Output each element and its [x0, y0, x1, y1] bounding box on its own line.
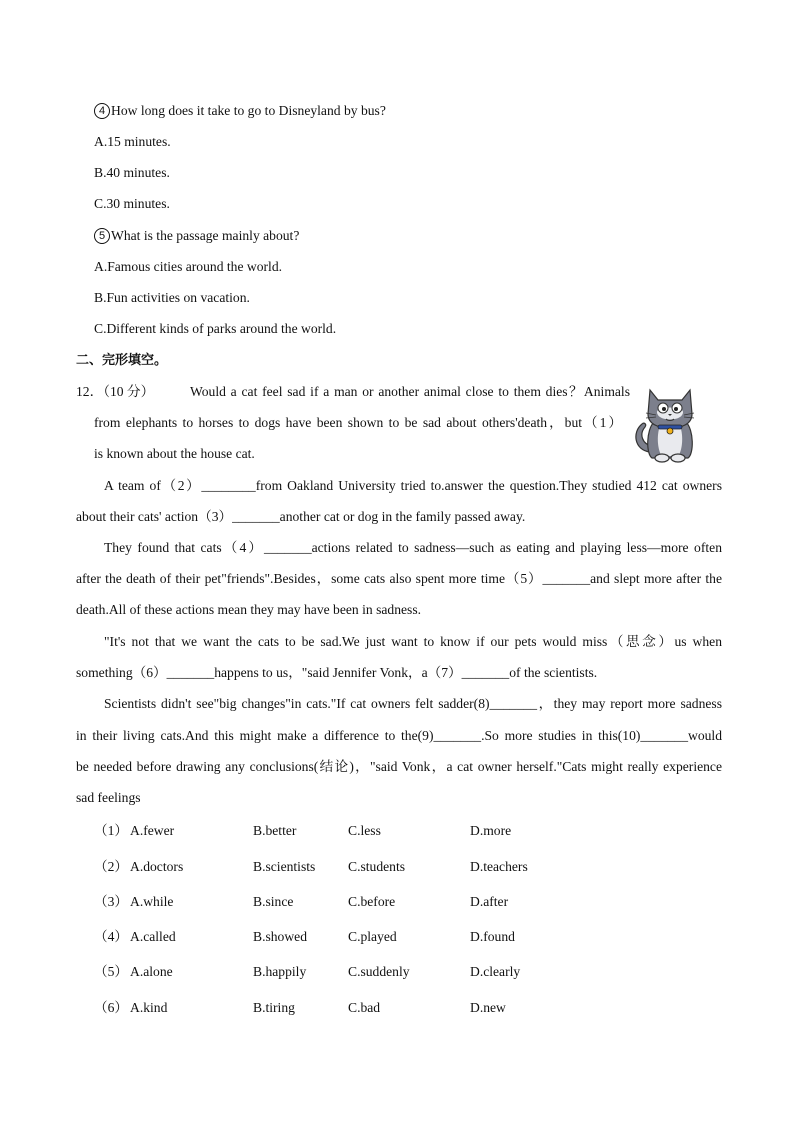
choice-d: D.found — [470, 929, 515, 944]
choice-c: C.played — [348, 929, 397, 944]
q4-option-b: B.40 minutes. — [94, 165, 170, 180]
passage-line-5: about their cats' action（3）_______another cat or dog in the family passed away. — [76, 509, 526, 524]
cat-illustration — [628, 380, 712, 464]
choice-a: A.alone — [130, 964, 173, 979]
question-5 — [94, 227, 299, 245]
question-5-number: 5 — [94, 228, 110, 244]
question-4-text: How long does it take to go to Disneyland by bus? — [111, 103, 386, 118]
choice-d: D.more — [470, 823, 512, 838]
choice-d: D.new — [470, 1000, 506, 1015]
q5-option-a: A.Famous cities around the world. — [94, 259, 283, 274]
cat-left-paw — [655, 454, 669, 462]
choice-b: B.happily — [253, 964, 307, 979]
q5-option-c: C.Different kinds of parks around the world. — [94, 321, 337, 336]
passage-line-4: A team of（2）________from Oakland University tried to.answer the question.They studied 412 cat owners — [104, 478, 722, 493]
choice-b: B.showed — [253, 929, 307, 944]
passage-line-13: be needed before drawing any conclusions(结论)，"said Vonk，a cat owner herself."Cats might really experience — [76, 759, 722, 774]
passage-line-7: after the death of their pet"friends".Besides，some cats also spent more time（5）_______and slept more after the — [76, 571, 722, 586]
passage-line-10: something（6）_______happens to us，"said Jennifer Vonk，a（7）_______of the scientists. — [76, 665, 598, 680]
choice-a: A.doctors — [130, 859, 184, 874]
choice-b: B.since — [253, 894, 294, 909]
passage-line-6: They found that cats（4）_______actions related to sadness—such as eating and playing less—more often — [104, 540, 722, 555]
passage-line-11: Scientists didn't see"big changes"in cats."If cat owners felt sadder(8)_______，they may report more sadness — [104, 696, 722, 711]
q4-option-c: C.30 minutes. — [94, 196, 170, 211]
choice-number: （1） — [94, 823, 128, 838]
cat-bell — [667, 428, 673, 434]
choice-number: （6） — [94, 1000, 128, 1015]
cat-right-paw — [671, 454, 685, 462]
choice-a: A.fewer — [130, 823, 175, 838]
q5-option-b: B.Fun activities on vacation. — [94, 290, 250, 305]
choice-b: B.tiring — [253, 1000, 295, 1015]
choice-c: C.less — [348, 823, 381, 838]
choice-d: D.after — [470, 894, 509, 909]
choice-d: D.teachers — [470, 859, 528, 874]
question-4 — [94, 102, 386, 120]
choice-number: （5） — [94, 964, 128, 979]
cat-right-pupil — [674, 407, 678, 411]
q4-option-a: A.15 minutes. — [94, 134, 171, 149]
question-5-text: What is the passage mainly about? — [111, 228, 300, 243]
choice-b: B.better — [253, 823, 297, 838]
choice-c: C.before — [348, 894, 396, 909]
choice-d: D.clearly — [470, 964, 521, 979]
passage-line-3: is known about the house cat. — [94, 446, 255, 461]
question-4-number: 4 — [94, 103, 110, 119]
cat-left-pupil — [662, 407, 666, 411]
choice-a: A.kind — [130, 1000, 168, 1015]
choice-number: （4） — [94, 929, 128, 944]
choice-number: （3） — [94, 894, 128, 909]
passage-line-8: death.All of these actions mean they may have been in sadness. — [76, 602, 422, 617]
choice-number: （2） — [94, 859, 128, 874]
choice-c: C.bad — [348, 1000, 381, 1015]
passage-line-2: from elephants to horses to dogs have been shown to be sad about others'death，but（1） — [94, 415, 622, 430]
choice-a: A.while — [130, 894, 174, 909]
question-12-number: 12．（10 分） — [76, 384, 155, 399]
choice-b: B.scientists — [253, 859, 316, 874]
choice-a: A.called — [130, 929, 176, 944]
passage-line-12: in their living cats.And this might make a difference to the(9)_______.So more studies in this(10)_______would — [76, 728, 722, 743]
choice-c: C.suddenly — [348, 964, 410, 979]
passage-line-14: sad feelings — [76, 790, 141, 805]
passage-line-1: Would a cat feel sad if a man or another animal close to them dies？Animals — [190, 384, 630, 399]
passage-line-9: "It's not that we want the cats to be sad.We just want to know if our pets would miss（思念）us when — [104, 634, 722, 649]
section-heading: 二、完形填空。 — [76, 353, 168, 368]
choice-c: C.students — [348, 859, 406, 874]
